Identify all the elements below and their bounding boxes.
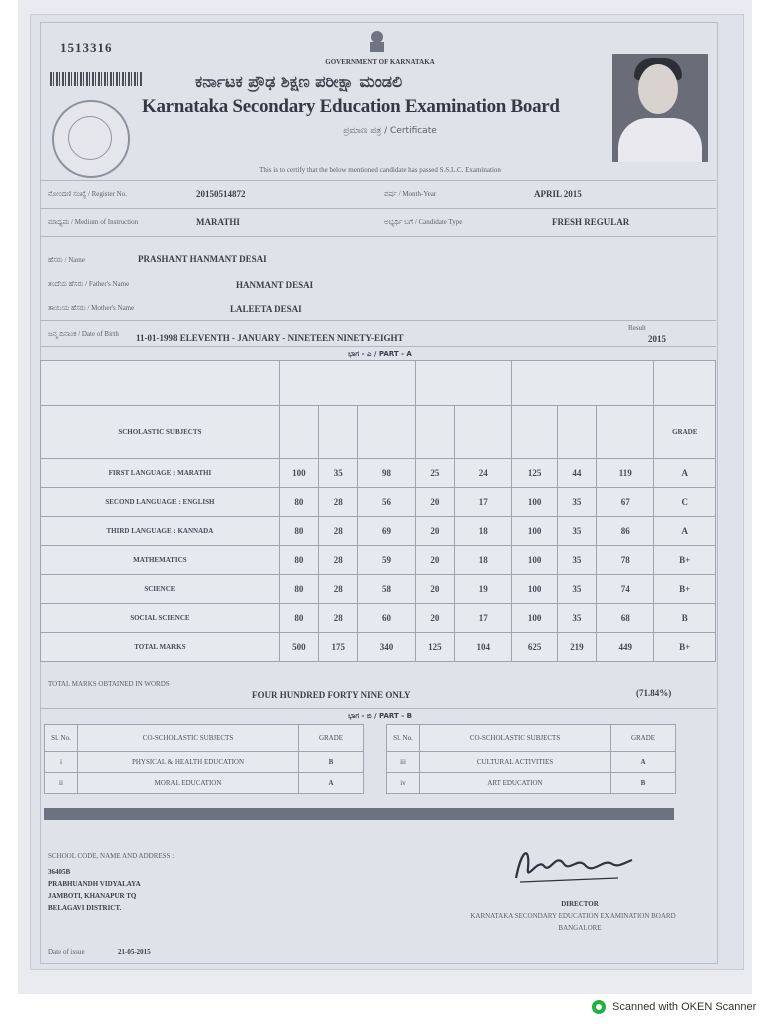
signatory-city: BANGALORE <box>558 924 602 932</box>
co-subject-cell: ART EDUCATION <box>420 773 611 794</box>
marks-cell: 17 <box>455 488 512 517</box>
government-line: GOVERNMENT OF KARNATAKA <box>325 58 435 66</box>
marks-cell: 100 <box>512 575 557 604</box>
medium-label: ಮಾಧ್ಯಮ / Medium of Instruction <box>48 218 139 226</box>
table-subheader-row <box>41 406 716 459</box>
marks-cell: 28 <box>319 488 358 517</box>
register-number: 20150514872 <box>196 189 246 199</box>
part-a-title: ಭಾಗ - ಎ / PART - A <box>348 350 412 358</box>
marks-cell: 35 <box>319 459 358 488</box>
mother-label: ತಾಯಿಯ ಹೆಸರು / Mother's Name <box>48 304 135 312</box>
date-of-birth: 11-01-1998 ELEVENTH - JANUARY - NINETEEN NINETY-EIGHT <box>136 333 404 343</box>
marks-cell: 35 <box>557 488 596 517</box>
exam-label: ವರ್ಷ / Month-Year <box>384 190 437 198</box>
subject-name: SECOND LANGUAGE : ENGLISH <box>41 488 280 517</box>
table-row <box>41 604 716 633</box>
subject-name: THIRD LANGUAGE : KANNADA <box>41 517 280 546</box>
marks-table <box>40 360 716 662</box>
marks-cell: 20 <box>415 604 454 633</box>
signatory-title: DIRECTOR <box>561 900 599 908</box>
certificate-title: ಪ್ರಮಾಣ ಪತ್ರ / Certificate <box>343 126 437 136</box>
candidate-name: PRASHANT HANMANT DESAI <box>138 254 267 264</box>
subject-name: TOTAL MARKS <box>41 633 280 662</box>
father-label: ತಂದೆಯ ಹೆಸರು / Father's Name <box>48 280 130 288</box>
table-row <box>41 517 716 546</box>
issue-date-label: Date of issue <box>48 948 85 956</box>
school-address-2: BELAGAVI DISTRICT. <box>48 904 122 912</box>
grade-header: GRADE <box>654 406 716 459</box>
medium-value: MARATHI <box>196 217 240 227</box>
table-row <box>41 488 716 517</box>
marks-cell: 20 <box>415 546 454 575</box>
marks-in-words-label: TOTAL MARKS OBTAINED IN WORDS <box>48 680 170 688</box>
marks-cell: 449 <box>597 633 654 662</box>
mother-name: LALEETA DESAI <box>230 304 302 314</box>
candidate-photo <box>612 54 708 162</box>
board-name-kannada: ಕರ್ನಾಟಕ ಪ್ರೌಢ ಶಿಕ್ಷಣ ಪರೀಕ್ಷಾ ಮಂಡಲಿ <box>195 72 403 91</box>
exam-month-year: APRIL 2015 <box>534 189 582 199</box>
grade-cell: A <box>654 517 716 546</box>
dob-label: ಜನ್ಮ ದಿನಾಂಕ / Date of Birth <box>48 330 119 338</box>
co-sl-cell: iii <box>387 752 420 773</box>
marks-cell: 17 <box>455 604 512 633</box>
marks-cell: 28 <box>319 517 358 546</box>
internal-assessment-header <box>415 361 512 406</box>
marks-cell: 219 <box>557 633 596 662</box>
table-row <box>45 773 364 794</box>
marks-cell: 35 <box>557 604 596 633</box>
candidate-type-label: ಅಭ್ಯರ್ಥಿ ಬಗೆ / Candidate Type <box>384 218 463 226</box>
table-header-row <box>41 361 716 406</box>
marks-cell: 56 <box>358 488 415 517</box>
scanner-text: Scanned with OKEN Scanner <box>612 1001 757 1013</box>
marks-cell: 68 <box>597 604 654 633</box>
oken-scanner-icon <box>592 1000 606 1014</box>
co-subject-header: CO-SCHOLASTIC SUBJECTS <box>78 725 299 752</box>
school-address-1: JAMBOTI, KHANAPUR TQ <box>48 892 137 900</box>
state-emblem-icon <box>366 28 388 54</box>
part-b-title: ಭಾಗ - ಬಿ / PART - B <box>348 712 412 720</box>
table-row <box>41 633 716 662</box>
sl-header-right: Sl. No. <box>387 725 420 752</box>
table-row <box>387 773 676 794</box>
co-grade-header: GRADE <box>299 725 364 752</box>
marks-cell: 100 <box>512 517 557 546</box>
serial-number: 1513316 <box>60 40 113 55</box>
marks-cell: 125 <box>512 459 557 488</box>
grade-cell: C <box>654 488 716 517</box>
marks-cell: 500 <box>279 633 318 662</box>
marks-cell: 175 <box>319 633 358 662</box>
marks-cell: 100 <box>512 604 557 633</box>
board-name-english: Karnataka Secondary Education Examination Board <box>142 96 560 117</box>
register-label: ನೋಂದಣಿ ಸಂಖ್ಯೆ / Register No. <box>48 190 127 198</box>
table-row <box>41 575 716 604</box>
co-sl-cell: ii <box>45 773 78 794</box>
issue-date: 21-05-2015 <box>118 948 151 956</box>
marks-cell: 104 <box>455 633 512 662</box>
marks-cell: 80 <box>279 604 318 633</box>
co-grade-cell: A <box>299 773 364 794</box>
result-year: 2015 <box>648 334 666 344</box>
subject-name: MATHEMATICS <box>41 546 280 575</box>
marks-cell: 125 <box>415 633 454 662</box>
marks-cell: 58 <box>358 575 415 604</box>
total-header <box>512 361 654 406</box>
marks-cell: 86 <box>597 517 654 546</box>
certificate-statement: This is to certify that the below mentioned candidate has passed S.S.L.C. Examination <box>259 166 501 174</box>
marks-cell: 20 <box>415 575 454 604</box>
marks-cell: 28 <box>319 546 358 575</box>
co-grade-cell: B <box>611 773 676 794</box>
father-name: HANMANT DESAI <box>236 280 314 290</box>
marks-cell: 60 <box>358 604 415 633</box>
grade-cell: B <box>654 604 716 633</box>
marks-cell: 25 <box>415 459 454 488</box>
marks-cell: 78 <box>597 546 654 575</box>
marks-cell: 100 <box>512 546 557 575</box>
board-seal-icon <box>52 100 130 178</box>
school-name: PRABHUANDH VIDYALAYA <box>48 880 141 888</box>
co-sl-cell: iv <box>387 773 420 794</box>
scholastic-subjects-header: SCHOLASTIC SUBJECTS <box>41 406 280 459</box>
grade-cell: B+ <box>654 633 716 662</box>
marks-cell: 44 <box>557 459 596 488</box>
subject-name: FIRST LANGUAGE : MARATHI <box>41 459 280 488</box>
external-exam-header <box>279 361 415 406</box>
marks-cell: 80 <box>279 546 318 575</box>
marks-cell: 35 <box>557 517 596 546</box>
table-row <box>45 752 364 773</box>
co-grade-cell: B <box>299 752 364 773</box>
marks-cell: 67 <box>597 488 654 517</box>
grade-cell: B+ <box>654 575 716 604</box>
grade-cell: A <box>654 459 716 488</box>
co-subject-cell: CULTURAL ACTIVITIES <box>420 752 611 773</box>
percentage: (71.84%) <box>636 688 672 698</box>
marks-cell: 59 <box>358 546 415 575</box>
marks-cell: 28 <box>319 575 358 604</box>
marks-cell: 119 <box>597 459 654 488</box>
table-row <box>41 459 716 488</box>
marks-cell: 28 <box>319 604 358 633</box>
marks-cell: 80 <box>279 517 318 546</box>
marks-cell: 24 <box>455 459 512 488</box>
marks-cell: 100 <box>512 488 557 517</box>
footer-band <box>44 808 674 820</box>
result-label: Result <box>628 324 646 332</box>
name-label: ಹೆಸರು / Name <box>48 256 85 264</box>
marks-cell: 20 <box>415 488 454 517</box>
marks-cell: 19 <box>455 575 512 604</box>
subject-name: SOCIAL SCIENCE <box>41 604 280 633</box>
co-scholastic-table-left <box>44 724 364 794</box>
co-subject-cell: PHYSICAL & HEALTH EDUCATION <box>78 752 299 773</box>
co-grade-cell: A <box>611 752 676 773</box>
marks-cell: 69 <box>358 517 415 546</box>
sl-header: Sl. No. <box>45 725 78 752</box>
scanner-watermark <box>592 1000 756 1014</box>
marks-cell: 35 <box>557 546 596 575</box>
director-signature-icon <box>508 838 638 888</box>
school-label: SCHOOL CODE, NAME AND ADDRESS : <box>48 852 175 860</box>
co-grade-header-right: GRADE <box>611 725 676 752</box>
signatory-department: KARNATAKA SECONDARY EDUCATION EXAMINATION BOARD <box>470 912 676 920</box>
barcode <box>50 72 142 86</box>
table-row <box>387 752 676 773</box>
school-code: 36405B <box>48 868 71 876</box>
marks-cell: 18 <box>455 546 512 575</box>
marks-cell: 98 <box>358 459 415 488</box>
co-subject-cell: MORAL EDUCATION <box>78 773 299 794</box>
marks-cell: 100 <box>279 459 318 488</box>
co-sl-cell: i <box>45 752 78 773</box>
marks-in-words: FOUR HUNDRED FORTY NINE ONLY <box>252 690 411 700</box>
marks-cell: 74 <box>597 575 654 604</box>
marks-cell: 20 <box>415 517 454 546</box>
marks-cell: 340 <box>358 633 415 662</box>
marks-cell: 625 <box>512 633 557 662</box>
grade-cell: B+ <box>654 546 716 575</box>
marks-cell: 80 <box>279 488 318 517</box>
candidate-type-value: FRESH REGULAR <box>552 217 630 227</box>
marks-cell: 18 <box>455 517 512 546</box>
marks-cell: 35 <box>557 575 596 604</box>
table-row <box>41 546 716 575</box>
subject-name: SCIENCE <box>41 575 280 604</box>
marks-cell: 80 <box>279 575 318 604</box>
co-scholastic-table-right <box>386 724 676 794</box>
co-subject-header-right: CO-SCHOLASTIC SUBJECTS <box>420 725 611 752</box>
